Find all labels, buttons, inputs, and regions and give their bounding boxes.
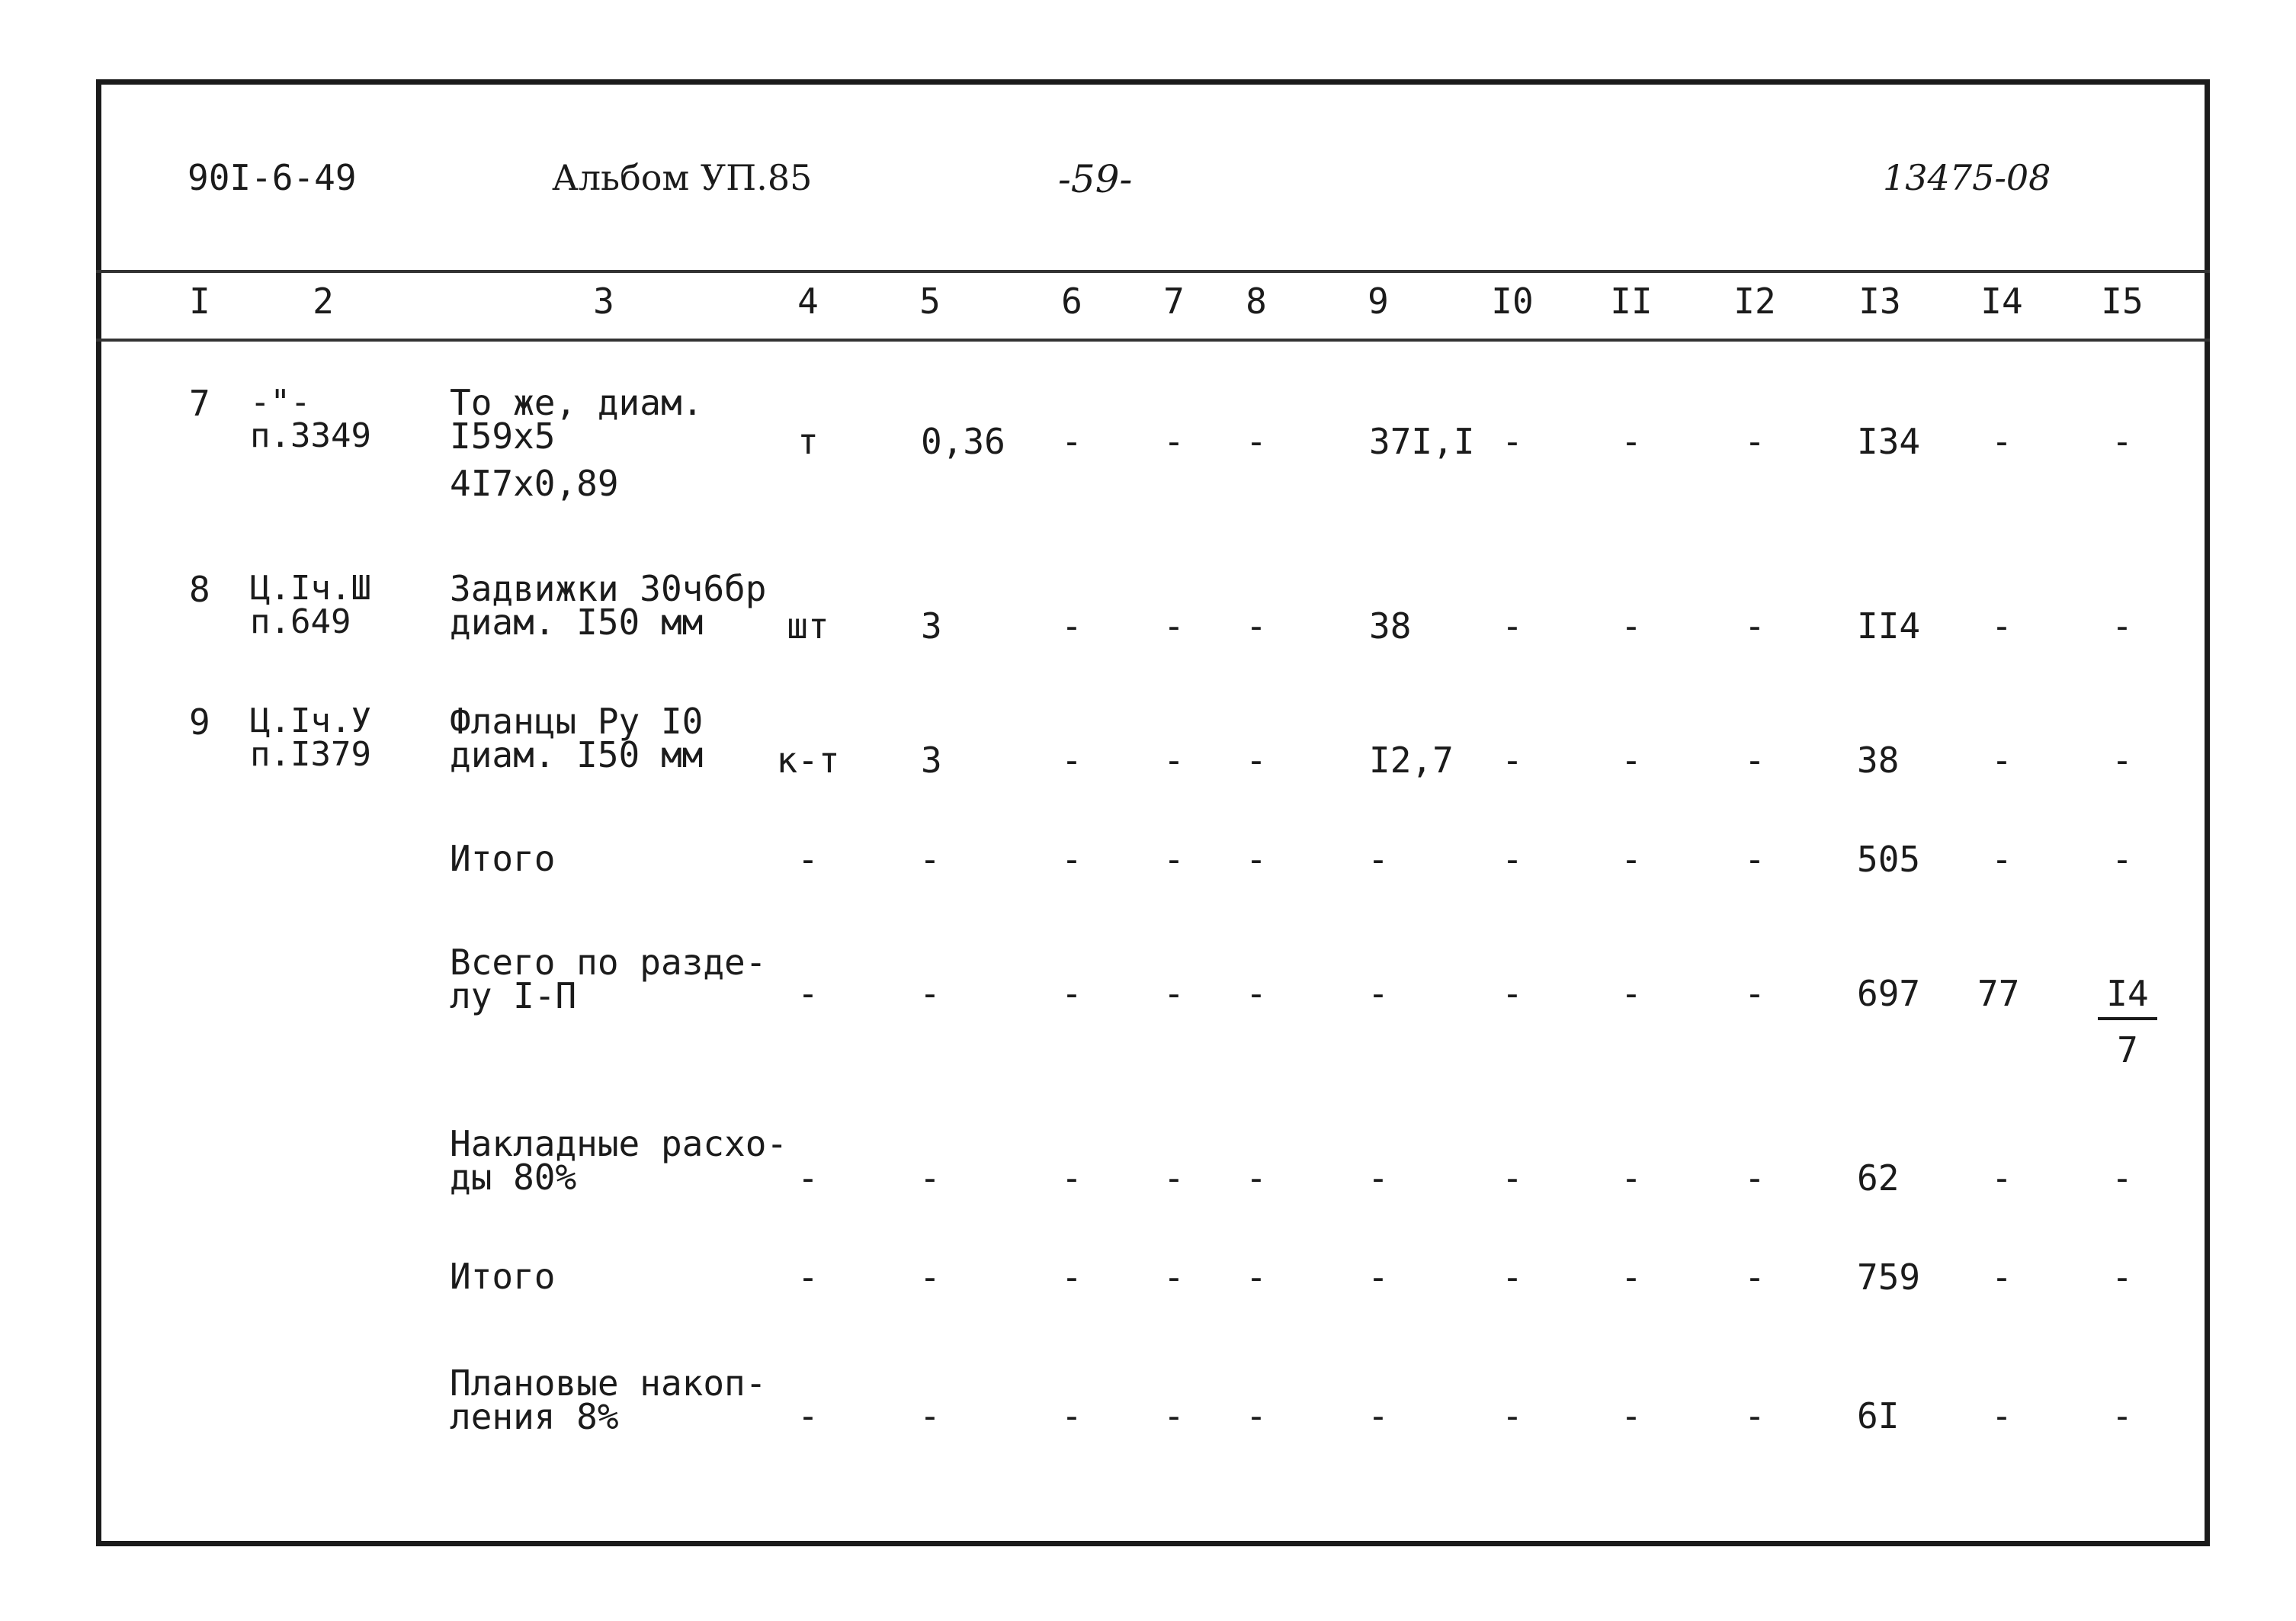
value-cell: - [1744, 421, 1765, 462]
column-number: 9 [1368, 281, 1389, 322]
description-line: Задвижки 30ч6бр [450, 568, 767, 609]
value-cell: - [1368, 839, 1389, 880]
value-cell: - [1163, 1157, 1185, 1199]
column-number: I [189, 281, 210, 322]
description-line: ления 8% [450, 1396, 619, 1437]
value-cell: - [2112, 740, 2133, 781]
reference-line: п.649 [250, 602, 351, 641]
value-cell: - [2112, 839, 2133, 880]
value-cell: - [1502, 839, 1523, 880]
value-cell: - [1502, 1257, 1523, 1298]
value-cell: - [1744, 740, 1765, 781]
value-cell: - [1744, 1257, 1765, 1298]
value-cell: - [1621, 421, 1642, 462]
value-cell: - [1061, 973, 1082, 1014]
reference-cell [250, 569, 371, 641]
value-cell: - [1246, 839, 1267, 880]
column-number: II [1610, 281, 1653, 322]
value-cell: - [1163, 839, 1185, 880]
reference-line: п.I379 [250, 735, 371, 774]
description-cell [450, 838, 556, 879]
value-cell: I34 [1857, 421, 1921, 462]
quantity-cell: 3 [921, 605, 942, 647]
quantity-cell: - [919, 1395, 941, 1436]
description-cell [450, 942, 767, 1016]
quantity-cell: - [919, 839, 941, 880]
value-cell: - [1246, 605, 1267, 647]
description-cell [450, 568, 767, 643]
value-cell: - [1502, 605, 1523, 647]
value-cell: - [1061, 421, 1082, 462]
value-cell: - [1061, 740, 1082, 781]
value-cell: - [1061, 1157, 1082, 1199]
value-cell: - [1991, 421, 2012, 462]
reference-cell [250, 701, 371, 774]
description-line: диам. I50 мм [450, 602, 704, 643]
value-cell: - [1246, 1395, 1267, 1436]
value-cell: - [1621, 1157, 1642, 1199]
value-cell: - [1744, 1395, 1765, 1436]
value-cell: 38 [1369, 605, 1412, 647]
value-cell: - [1061, 1395, 1082, 1436]
value-cell: - [1621, 973, 1642, 1014]
value-cell: 62 [1857, 1157, 1900, 1199]
column-number: I2 [1733, 281, 1776, 322]
description-line: лу I-П [450, 975, 577, 1016]
value-cell: - [1368, 1395, 1389, 1436]
reference-line: Ц.Iч.Ш [250, 569, 371, 608]
description-line: Плановые накоп- [450, 1363, 767, 1404]
description-line: Итого [450, 1256, 556, 1297]
description-line: I59х5 [450, 416, 556, 457]
column-number: 6 [1061, 281, 1082, 322]
description-cell [450, 701, 704, 775]
quantity-cell: 3 [921, 740, 942, 781]
description-line: То же, диам. [450, 382, 704, 423]
row-number: 8 [189, 569, 210, 610]
quantity-cell: - [919, 1157, 941, 1199]
value-cell: 759 [1857, 1257, 1921, 1298]
value-cell: - [1744, 839, 1765, 880]
value-cell: - [1744, 605, 1765, 647]
quantity-cell: 0,36 [921, 421, 1005, 462]
value-cell: - [1502, 1395, 1523, 1436]
quantity-cell: - [919, 973, 941, 1014]
column-number: I4 [1980, 281, 2023, 322]
column-number: 4 [797, 281, 819, 322]
value-cell: - [1621, 839, 1642, 880]
unit-cell: - [797, 1257, 819, 1298]
value-cell: - [1368, 1257, 1389, 1298]
value-cell: - [1061, 605, 1082, 647]
value-cell: - [1246, 740, 1267, 781]
reference-line: п.3349 [250, 416, 371, 455]
value-cell: - [1246, 1157, 1267, 1199]
fraction-cell [2098, 973, 2157, 1071]
value-cell: - [1991, 740, 2012, 781]
value-cell: - [1246, 973, 1267, 1014]
reference-line: Ц.Iч.У [250, 701, 371, 740]
unit-cell: - [797, 1157, 819, 1199]
description-cell [450, 1363, 767, 1437]
document-code: 90I-6-49 [188, 157, 357, 198]
value-cell: 37I,I [1369, 421, 1475, 462]
column-number: 8 [1246, 281, 1267, 322]
value-cell: - [1246, 421, 1267, 462]
value-cell: - [2112, 605, 2133, 647]
unit-cell: шт [787, 605, 829, 647]
value-cell: - [1246, 1257, 1267, 1298]
reference-cell [250, 383, 371, 455]
value-cell: - [1991, 1395, 2012, 1436]
unit-cell: т [797, 421, 819, 462]
description-cell [450, 1256, 556, 1297]
album-label: Альбом УП.85 [552, 157, 813, 198]
value-cell: - [1991, 605, 2012, 647]
value-cell: - [2112, 1395, 2133, 1436]
description-cell [450, 382, 704, 504]
column-number: 5 [919, 281, 941, 322]
description-line: Итого [450, 838, 556, 879]
value-cell: - [1502, 973, 1523, 1014]
unit-cell: - [797, 973, 819, 1014]
value-cell: - [1991, 1257, 2012, 1298]
value-cell: - [1991, 1157, 2012, 1199]
description-line: Фланцы Ру I0 [450, 701, 704, 742]
description-cell [450, 1123, 788, 1198]
column-number: 7 [1163, 281, 1185, 322]
column-number: 2 [313, 281, 334, 322]
value-cell: - [1744, 973, 1765, 1014]
description-line: 4I7х0,89 [450, 463, 619, 504]
value-cell: - [1163, 1395, 1185, 1436]
value-cell: I2,7 [1369, 740, 1454, 781]
document-number: 13475-08 [1883, 157, 2051, 198]
description-line: диам. I50 мм [450, 734, 704, 775]
quantity-cell: - [919, 1257, 941, 1298]
fraction-numerator: I4 [2098, 976, 2157, 1020]
description-line: ды 80% [450, 1157, 577, 1198]
column-number: I5 [2101, 281, 2144, 322]
column-number: I0 [1491, 281, 1534, 322]
value-cell: - [1744, 1157, 1765, 1199]
row-number: 7 [189, 383, 210, 424]
unit-cell: - [797, 839, 819, 880]
column-number: 3 [593, 281, 614, 322]
value-cell: - [1502, 421, 1523, 462]
value-cell: - [1061, 839, 1082, 880]
value-cell: - [1368, 973, 1389, 1014]
value-cell: II4 [1857, 605, 1921, 647]
unit-cell: - [797, 1395, 819, 1436]
value-cell: - [1163, 605, 1185, 647]
fraction-denominator: 7 [2117, 1029, 2138, 1071]
value-cell: - [1163, 421, 1185, 462]
description-line: Всего по разде- [450, 942, 767, 983]
value-cell: - [1163, 973, 1185, 1014]
reference-line: -"- [250, 383, 311, 422]
value-cell: 77 [1977, 973, 2020, 1014]
value-cell: - [1502, 740, 1523, 781]
value-cell: - [2112, 421, 2133, 462]
value-cell: - [1621, 740, 1642, 781]
value-cell: - [1502, 1157, 1523, 1199]
value-cell: - [1163, 740, 1185, 781]
row-number: 9 [189, 701, 210, 743]
value-cell: - [1621, 1257, 1642, 1298]
description-line: Накладные расхо- [450, 1123, 788, 1164]
unit-cell: к-т [776, 740, 840, 781]
value-cell: - [2112, 1157, 2133, 1199]
value-cell: 505 [1857, 839, 1921, 880]
table-header-rule [96, 339, 2210, 342]
value-cell: - [1621, 1395, 1642, 1436]
table-top-rule [96, 270, 2210, 273]
column-number: I3 [1858, 281, 1901, 322]
value-cell: - [1368, 1157, 1389, 1199]
value-cell: 697 [1857, 973, 1921, 1014]
value-cell: 6I [1857, 1395, 1900, 1436]
value-cell: 38 [1857, 740, 1900, 781]
value-cell: - [2112, 1257, 2133, 1298]
page-number: -59- [1058, 157, 1133, 201]
value-cell: - [1163, 1257, 1185, 1298]
value-cell: - [1621, 605, 1642, 647]
value-cell: - [1061, 1257, 1082, 1298]
value-cell: - [1991, 839, 2012, 880]
